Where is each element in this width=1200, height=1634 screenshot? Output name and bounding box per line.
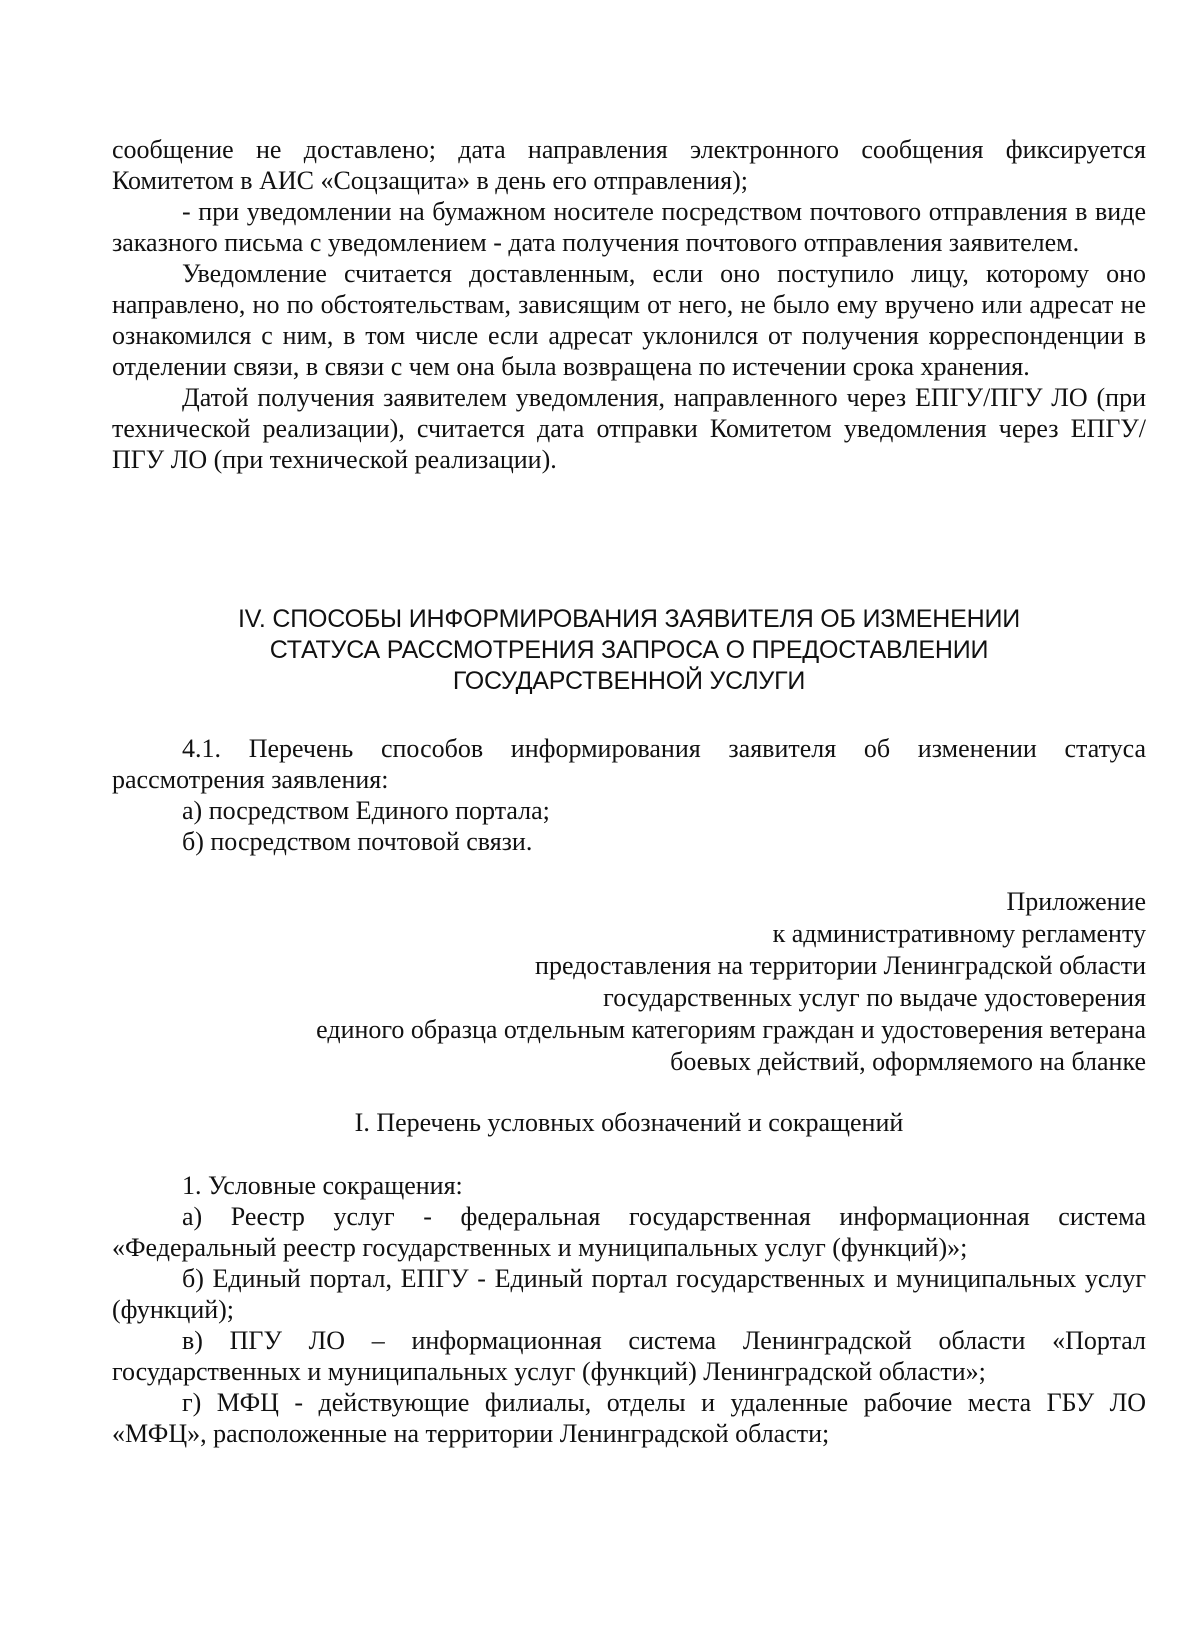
- section-4-text: [112, 733, 1146, 857]
- section-title-line: СТАТУСА РАССМОТРЕНИЯ ЗАПРОСА О ПРЕДОСТАВЛЕНИИ: [269, 636, 989, 664]
- paragraph: сообщение не доставлено; дата направления электронного сообщения фиксируется Комитетом в АИС «Соцзащита» в день его отправления);: [112, 135, 1146, 195]
- paragraph: Датой получения заявителем уведомления, направленного через ЕПГУ/ПГУ ЛО (при технической реализации), считается дата отправки Комитетом уведомления через ЕПГУ/ПГУ ЛО (при технической реализации).: [112, 383, 1146, 474]
- paragraph: 4.1. Перечень способов информирования заявителя об изменении статуса рассмотрения заявления:: [112, 734, 1146, 794]
- appendix-header: [112, 886, 1146, 1078]
- list-item: в) ПГУ ЛО – информационная система Ленинградской области «Портал государственных и муниципальных услуг (функций) Ленинградской области»;: [112, 1326, 1146, 1386]
- section-title-line: ГОСУДАРСТВЕННОЙ УСЛУГИ: [452, 667, 806, 695]
- paragraph: 1. Условные сокращения:: [182, 1171, 463, 1200]
- appendix-line: единого образца отдельным категориям граждан и удостоверения ветерана: [316, 1015, 1146, 1044]
- list-item: б) Единый портал, ЕПГУ - Единый портал государственных и муниципальных услуг (функций);: [112, 1264, 1146, 1324]
- list-item: а) Реестр услуг - федеральная государственная информационная система «Федеральный реестр государственных и муниципальных услуг (функций)»;: [112, 1202, 1146, 1262]
- section-title-line: IV. СПОСОБЫ ИНФОРМИРОВАНИЯ ЗАЯВИТЕЛЯ ОБ ИЗМЕНЕНИИ: [237, 605, 1020, 633]
- appendix-line: боевых действий, оформляемого на бланке: [670, 1047, 1146, 1076]
- appendix-line: Приложение: [1006, 887, 1146, 916]
- section-4-title: [112, 604, 1146, 697]
- intro-text: [112, 134, 1146, 475]
- paragraph: Уведомление считается доставленным, если оно поступило лицу, которому оно направлено, но по обстоятельствам, зависящим от него, не было ему вручено или адресат не ознакомился с ним, в том числе если адресат уклонился от получения корреспонденции в отделении связи, в связи с чем она была возвращена по истечении срока хранения.: [112, 259, 1146, 381]
- list-item: а) посредством Единого портала;: [182, 796, 550, 825]
- appendix-line: государственных услуг по выдаче удостоверения: [603, 983, 1146, 1012]
- appendix-line: к административному регламенту: [772, 919, 1146, 948]
- abbreviations-title: I. Перечень условных обозначений и сокращений: [354, 1108, 904, 1137]
- list-item: б) посредством почтовой связи.: [182, 827, 533, 856]
- abbreviations-text: [112, 1170, 1146, 1449]
- appendix-line: предоставления на территории Ленинградской области: [535, 951, 1146, 980]
- list-item: г) МФЦ - действующие филиалы, отделы и удаленные рабочие места ГБУ ЛО «МФЦ», расположенные на территории Ленинградской области;: [112, 1388, 1146, 1448]
- paragraph: - при уведомлении на бумажном носителе посредством почтового отправления в виде заказного письма с уведомлением - дата получения почтового отправления заявителем.: [112, 197, 1146, 257]
